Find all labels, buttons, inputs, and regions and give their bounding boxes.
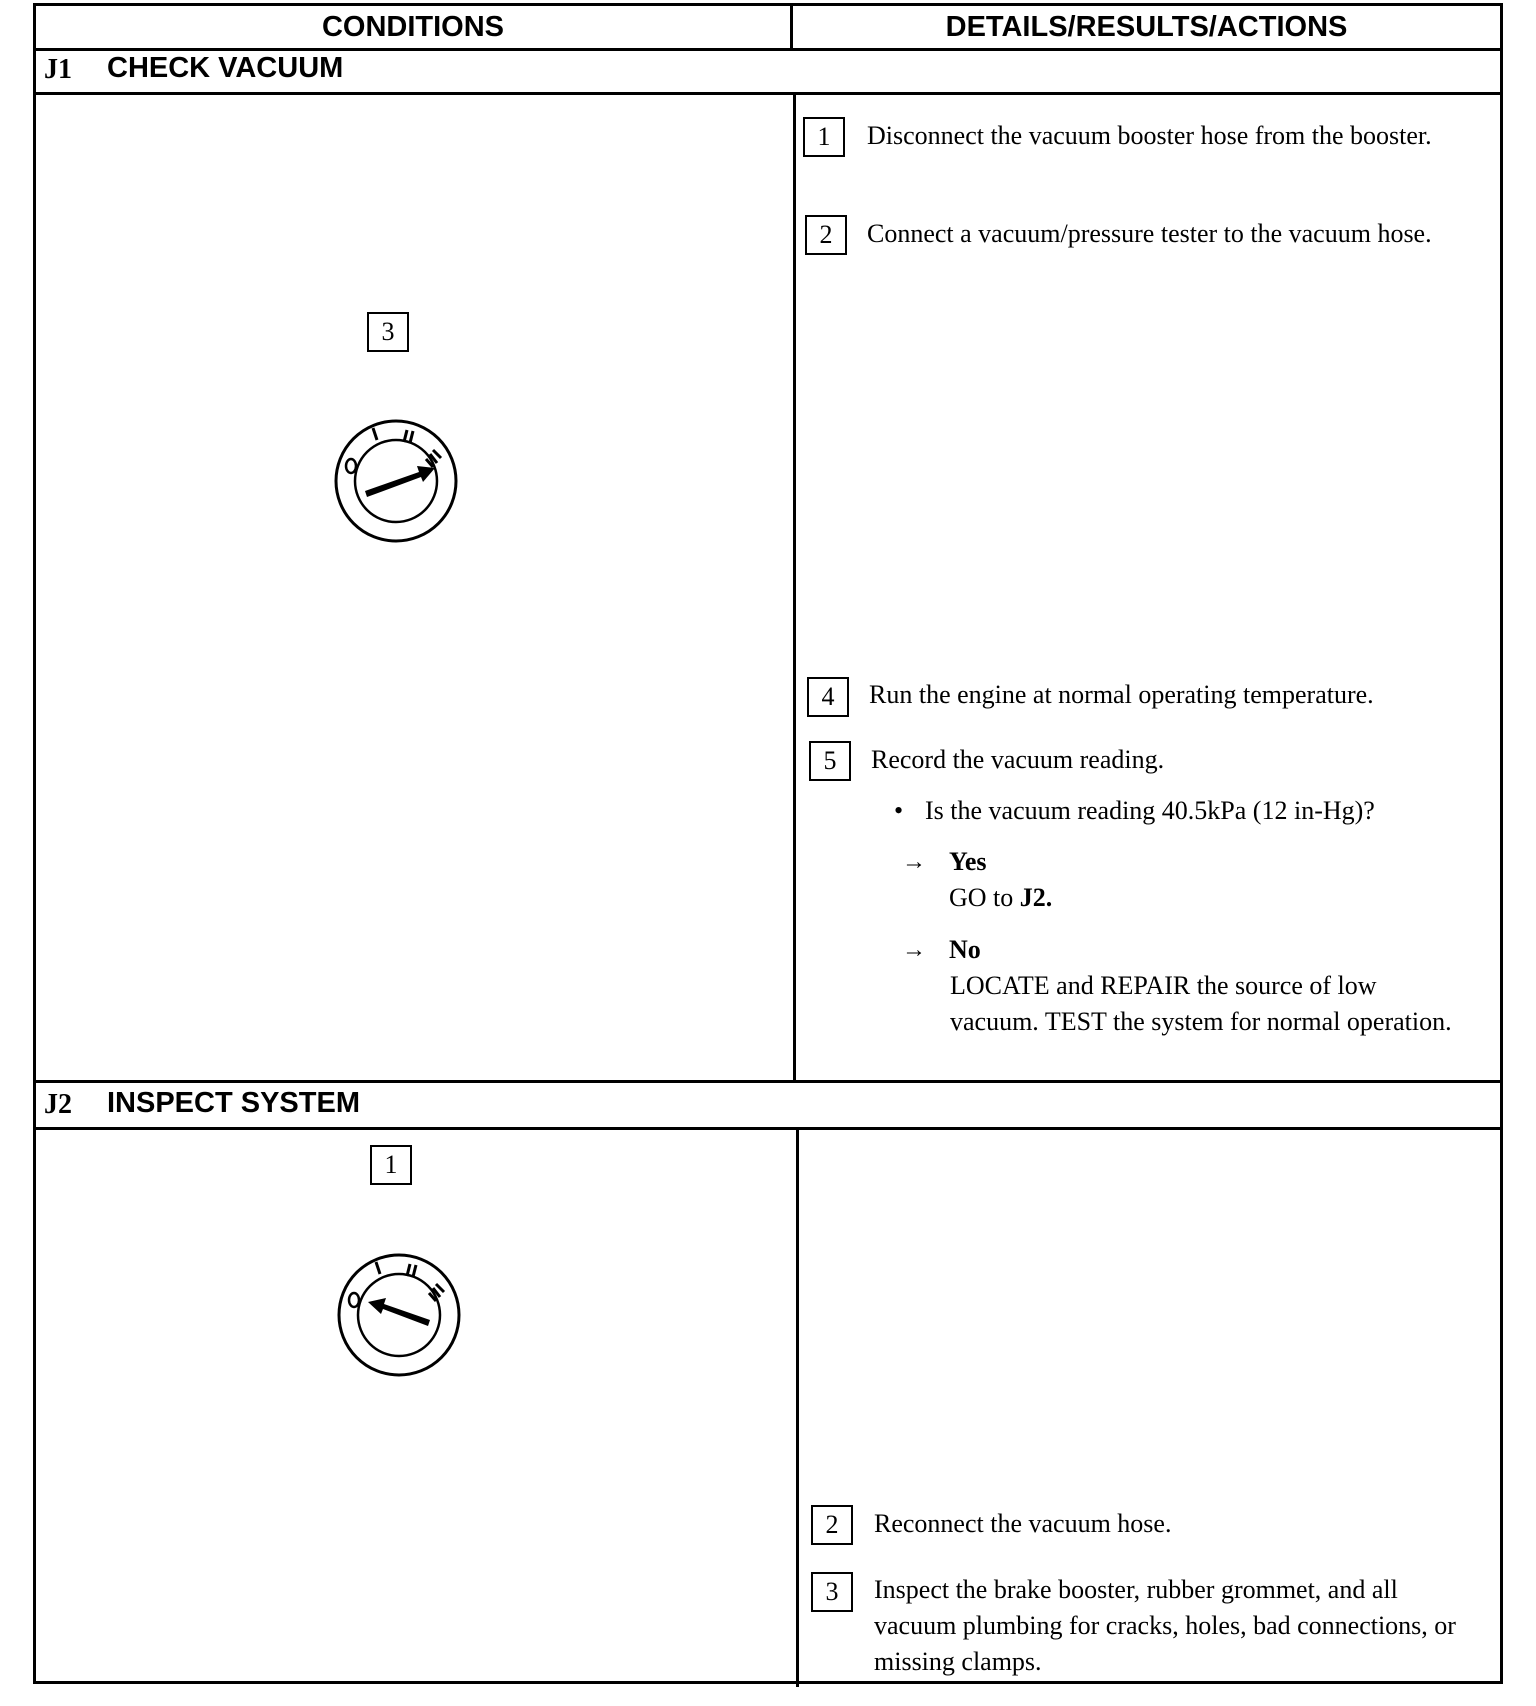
j2-condition-step-box: 1	[370, 1145, 412, 1185]
j1-no-label: No	[949, 935, 981, 964]
diagnostic-table	[33, 3, 1503, 1684]
j1-step-4-text: Run the engine at normal operating temperature.	[869, 680, 1374, 709]
column-divider	[796, 1130, 799, 1687]
j2-step-3-box: 3	[811, 1572, 853, 1612]
j2-step-2-box: 2	[811, 1505, 853, 1545]
j1-step-5-box: 5	[809, 741, 851, 781]
j1-yes-action	[949, 880, 1052, 916]
j1-step-4-box: 4	[807, 677, 849, 717]
arrow-right-icon: →	[902, 849, 926, 875]
section-j1-header	[36, 48, 1500, 95]
j1-step-5-text: Record the vacuum reading.	[871, 745, 1165, 774]
section-j1-title: CHECK VACUUM	[107, 52, 344, 84]
section-j2-header	[36, 1083, 1500, 1130]
table-header	[36, 6, 1500, 51]
j2-step-2-text: Reconnect the vacuum hose.	[874, 1509, 1172, 1538]
section-j2-id: J2	[44, 1089, 72, 1120]
arrow-right-icon: →	[902, 937, 926, 963]
j1-step-1-text: Disconnect the vacuum booster hose from the booster.	[867, 121, 1432, 150]
j1-yes-target: J2.	[1019, 883, 1053, 912]
j1-step-2-box: 2	[805, 215, 847, 255]
j1-no-action: LOCATE and REPAIR the source of low vacuum. TEST the system for normal operation.	[950, 971, 1452, 1036]
j2-step-3-text: Inspect the brake booster, rubber grommet, and all vacuum plumbing for cracks, holes, bad connections, or missing clamps.	[874, 1575, 1456, 1676]
ignition-switch-run-icon	[331, 416, 461, 546]
j1-step-1-box: 1	[803, 117, 845, 157]
details-header: DETAILS/RESULTS/ACTIONS	[945, 11, 1348, 43]
section-j1-id: J1	[44, 54, 72, 85]
j1-yes-prefix: GO to	[949, 883, 1020, 912]
column-divider	[793, 95, 796, 1083]
ignition-switch-off-icon	[334, 1250, 464, 1380]
bullet-icon: •	[894, 796, 904, 825]
j1-yes-label: Yes	[949, 847, 987, 876]
conditions-header: CONDITIONS	[36, 6, 793, 48]
j1-question: Is the vacuum reading 40.5kPa (12 in-Hg)?	[925, 796, 1375, 825]
j1-condition-step-box: 3	[367, 312, 409, 352]
j1-step-2-text: Connect a vacuum/pressure tester to the vacuum hose.	[867, 219, 1432, 248]
section-j2-title: INSPECT SYSTEM	[107, 1087, 360, 1119]
